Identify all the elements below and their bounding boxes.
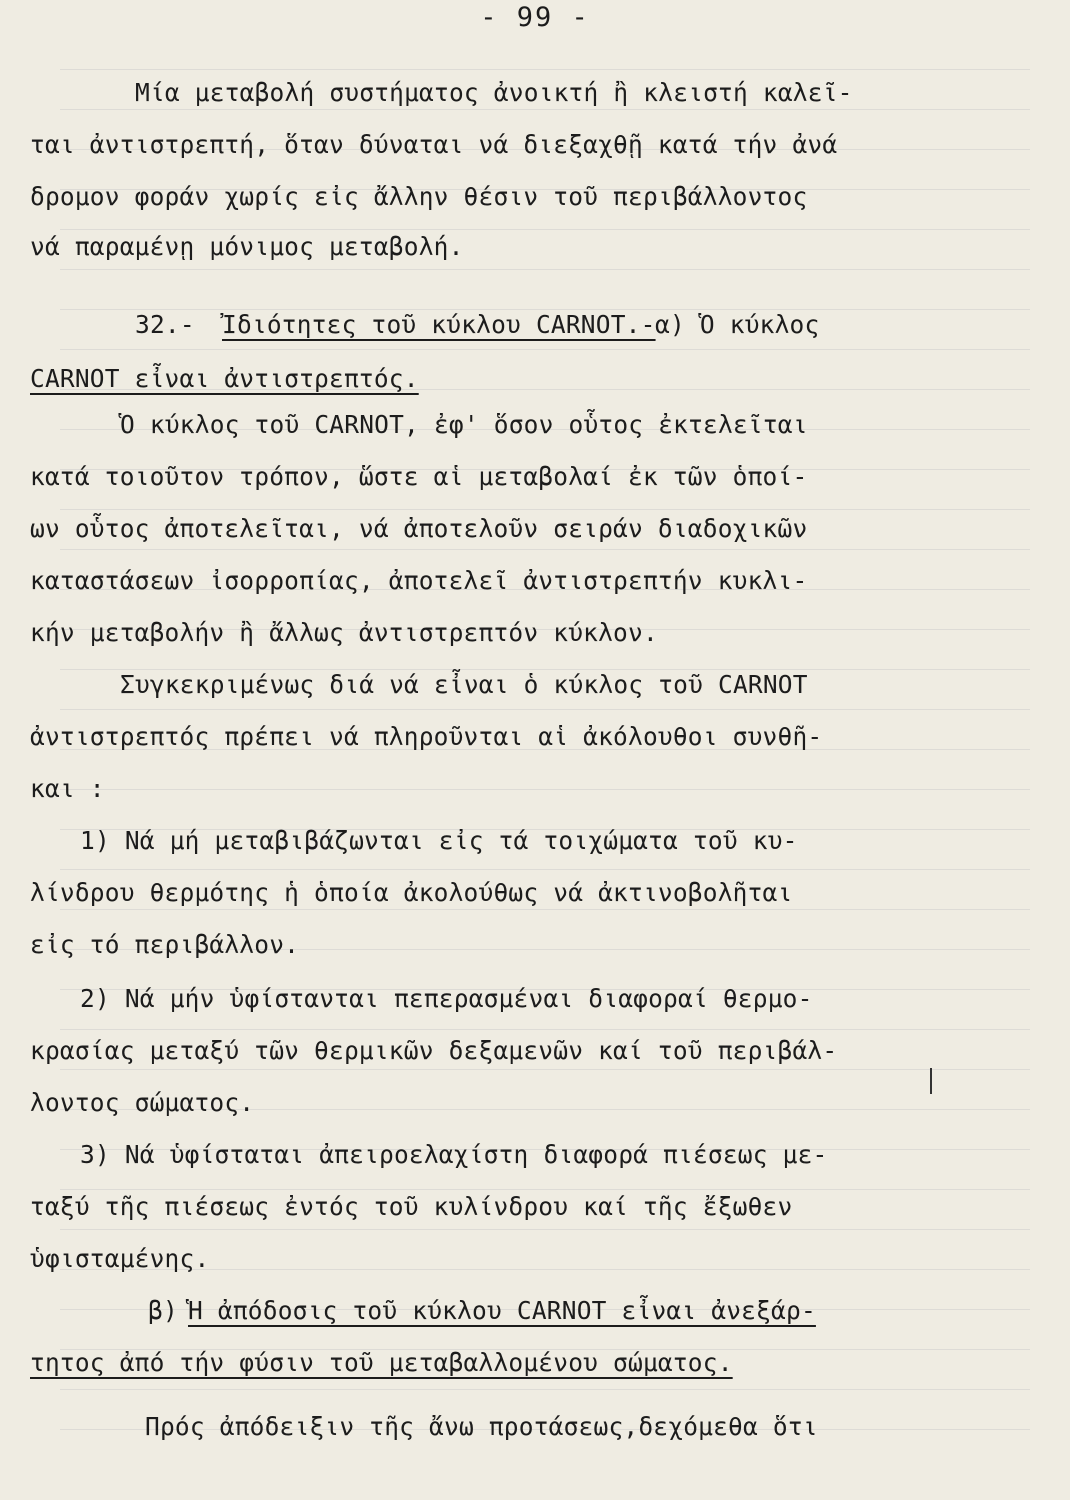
text-line: Μία μεταβολή συστήματος ἀνοικτή ἢ κλειστή καλεῖ-: [135, 78, 853, 107]
text-line: ων οὗτος ἀποτελεῖται, νά ἀποτελοῦν σειράν διαδοχικῶν: [30, 514, 808, 543]
list-item: 2) Νά μήν ὑφίστανται πεπερασμέναι διαφοραί θερμο-: [80, 984, 813, 1013]
margin-mark: [930, 1068, 932, 1094]
subsection-label: β): [148, 1296, 178, 1325]
text-line: κατά τοιοῦτον τρόπον, ὥστε αἱ μεταβολαί ἐκ τῶν ὁποί-: [30, 462, 808, 491]
text-line: Ὁ κύκλος τοῦ CARNOT, ἐφ' ὅσον οὗτος ἐκτελεῖται: [120, 410, 808, 439]
list-item: 1) Νά μή μεταβιβάζωνται εἰς τά τοιχώματα τοῦ κυ-: [80, 826, 798, 855]
text-line: λίνδρου θερμότης ἡ ὁποία ἀκολούθως νά ἀκτινοβολῆται: [30, 878, 793, 907]
text-line: δρομον φοράν χωρίς εἰς ἄλλην θέσιν τοῦ περιβάλλοντος: [30, 182, 808, 211]
text-line: Συγκεκριμένως διά νά εἶναι ὁ κύκλος τοῦ CARNOT: [120, 670, 808, 699]
text-line: ὑφισταμένης.: [30, 1244, 210, 1273]
subsection-heading: CARNOT εἶναι ἀντιστρεπτός.: [30, 364, 419, 393]
text-line: ται ἀντιστρεπτή, ὅταν δύναται νά διεξαχθῇ κατά τήν ἀνά: [30, 130, 838, 159]
subsection-heading-continued: τητος ἀπό τήν φύσιν τοῦ μεταβαλλομένου σώματος.: [30, 1348, 733, 1377]
text-line: ἀντιστρεπτός πρέπει νά πληροῦνται αἱ ἀκόλουθοι συνθῆ-: [30, 722, 823, 751]
subsection-label: α) Ὁ κύκλος: [655, 310, 820, 339]
page-number: - 99 -: [480, 2, 590, 33]
list-item: 3) Νά ὑφίσταται ἀπειροελαχίστη διαφορά πιέσεως με-: [80, 1140, 828, 1169]
text-line: και :: [30, 774, 105, 803]
section-heading: Ἰδιότητες τοῦ κύκλου CARNOT.-: [222, 310, 656, 339]
text-line: λοντος σώματος.: [30, 1088, 255, 1117]
text-line: κήν μεταβολήν ἢ ἄλλως ἀντιστρεπτόν κύκλον.: [30, 618, 658, 647]
text-line: καταστάσεων ἰσορροπίας, ἀποτελεῖ ἀντιστρεπτήν κυκλι-: [30, 566, 808, 595]
section-number: 32.-: [135, 310, 195, 339]
text-line: Πρός ἀπόδειξιν τῆς ἄνω προτάσεως,δεχόμεθα ὅτι: [145, 1412, 818, 1441]
text-line: εἰς τό περιβάλλον.: [30, 930, 300, 959]
text-line: κρασίας μεταξύ τῶν θερμικῶν δεξαμενῶν καί τοῦ περιβάλ-: [30, 1036, 838, 1065]
text-line: νά παραμένῃ μόνιμος μεταβολή.: [30, 232, 464, 261]
text-line: ταξύ τῆς πιέσεως ἐντός τοῦ κυλίνδρου καί τῆς ἔξωθεν: [30, 1192, 793, 1221]
subsection-heading: Ἡ ἀπόδοσις τοῦ κύκλου CARNOT εἶναι ἀνεξάρ-: [188, 1296, 816, 1325]
